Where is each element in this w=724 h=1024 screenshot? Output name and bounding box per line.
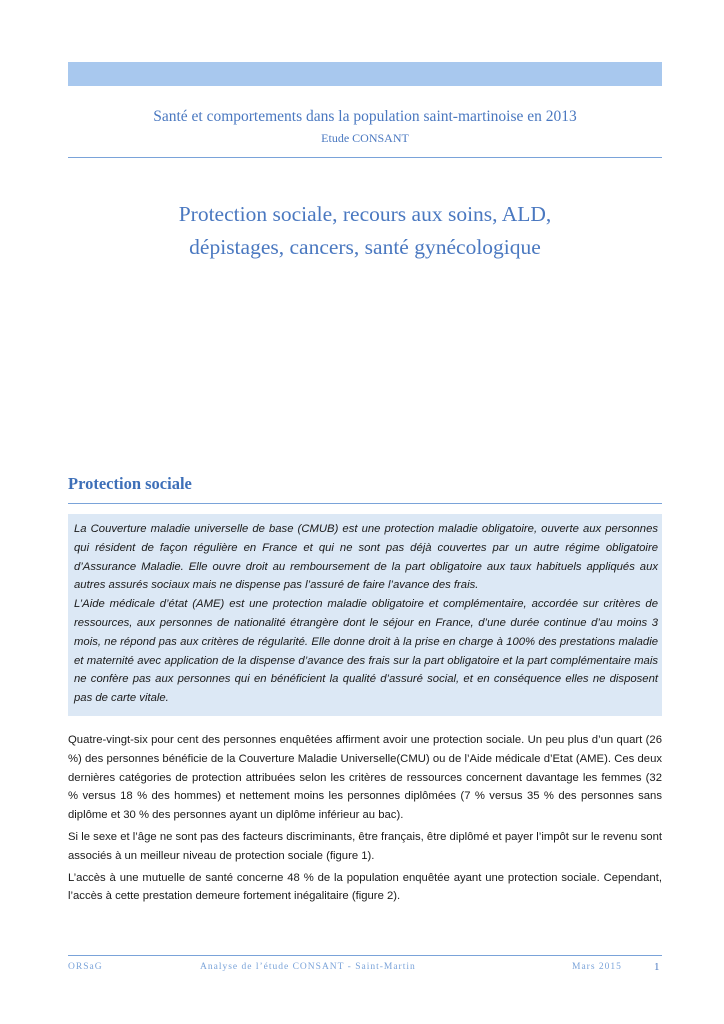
header-title: Santé et comportements dans la population saint-martinoise en 2013 [153, 108, 577, 125]
header-color-band [68, 62, 662, 86]
footer-study-title: Analyse de l’étude CONSANT - Saint-Martin [200, 962, 416, 972]
definition-ame: L’Aide médicale d’état (AME) est une protection maladie obligatoire et complémentaire, accordée sur critères de ressources, aux personnes de nationalité étrangère dont le séjour en France, d’une durée continue d’au moins 3 mois, ne répond pas aux critères de régularité. Elle donne droit à la prise en charge à 100% des prestations maladie et maternité avec application de la dispense d’avance des frais sur la part obligatoire et la part complémentaire mais ne confère pas aux personnes qui en bénéficient la qualité d’assuré social, et en conséquence elles ne disposent pas de carte vitale. [74, 598, 658, 705]
body-paragraph-3: L’accès à une mutuelle de santé concerne 48 % de la population enquêtée ayant une protection sociale. Cependant, l’accès à cette prestation demeure fortement inégalitaire (figure 2). [68, 871, 662, 903]
body-paragraph-2: Si le sexe et l’âge ne sont pas des facteurs discriminants, être français, être diplômé et payer l’impôt sur le revenu sont associés à un meilleur niveau de protection sociale (figure 1). [68, 830, 662, 862]
body-paragraph-1: Quatre-vingt-six pour cent des personnes enquêtées affirment avoir une protection sociale. Un peu plus d’un quart (26 %) des personnes bénéficie de la Couverture Maladie Universelle(CMU) ou de l’Aide médicale d’Etat (AME). Ces deux dernières catégories de protection attribuées selon les critères de ressources concernent davantage les femmes (32 % versus 18 % des hommes) et nettement moins les personnes diplômées (7 % versus 35 % des personnes sans diplôme et 30 % des personnes ayant un diplôme inférieur au bac). [68, 734, 662, 822]
body-text [68, 731, 662, 909]
section-divider [68, 503, 662, 504]
header-subtitle: Etude CONSANT [321, 131, 409, 145]
page-number: 1 [654, 961, 660, 973]
section-heading: Protection sociale [68, 474, 192, 493]
header-divider [68, 157, 662, 158]
footer-organization: ORSaG [68, 962, 103, 972]
definition-cmub: La Couverture maladie universelle de base (CMUB) est une protection maladie obligatoire, ouverte aux personnes qui résident de façon régulière en France et qui ne sont pas déjà couvertes par un autre régime obligatoire d’Assurance Maladie. Elle ouvre droit au remboursement de la part obligatoire aux taux habituels appliqués aux autres assurés sociaux mais ne dispense pas l’assuré de faire l’avance des frais. [74, 523, 658, 592]
document-title-line-1: Protection sociale, recours aux soins, ALD, [178, 202, 552, 226]
footer-divider [68, 955, 662, 956]
footer-date: Mars 2015 [572, 962, 622, 972]
document-title-line-2: dépistages, cancers, santé gynécologique [189, 235, 541, 259]
definition-box [68, 514, 662, 716]
document-title [68, 198, 662, 264]
